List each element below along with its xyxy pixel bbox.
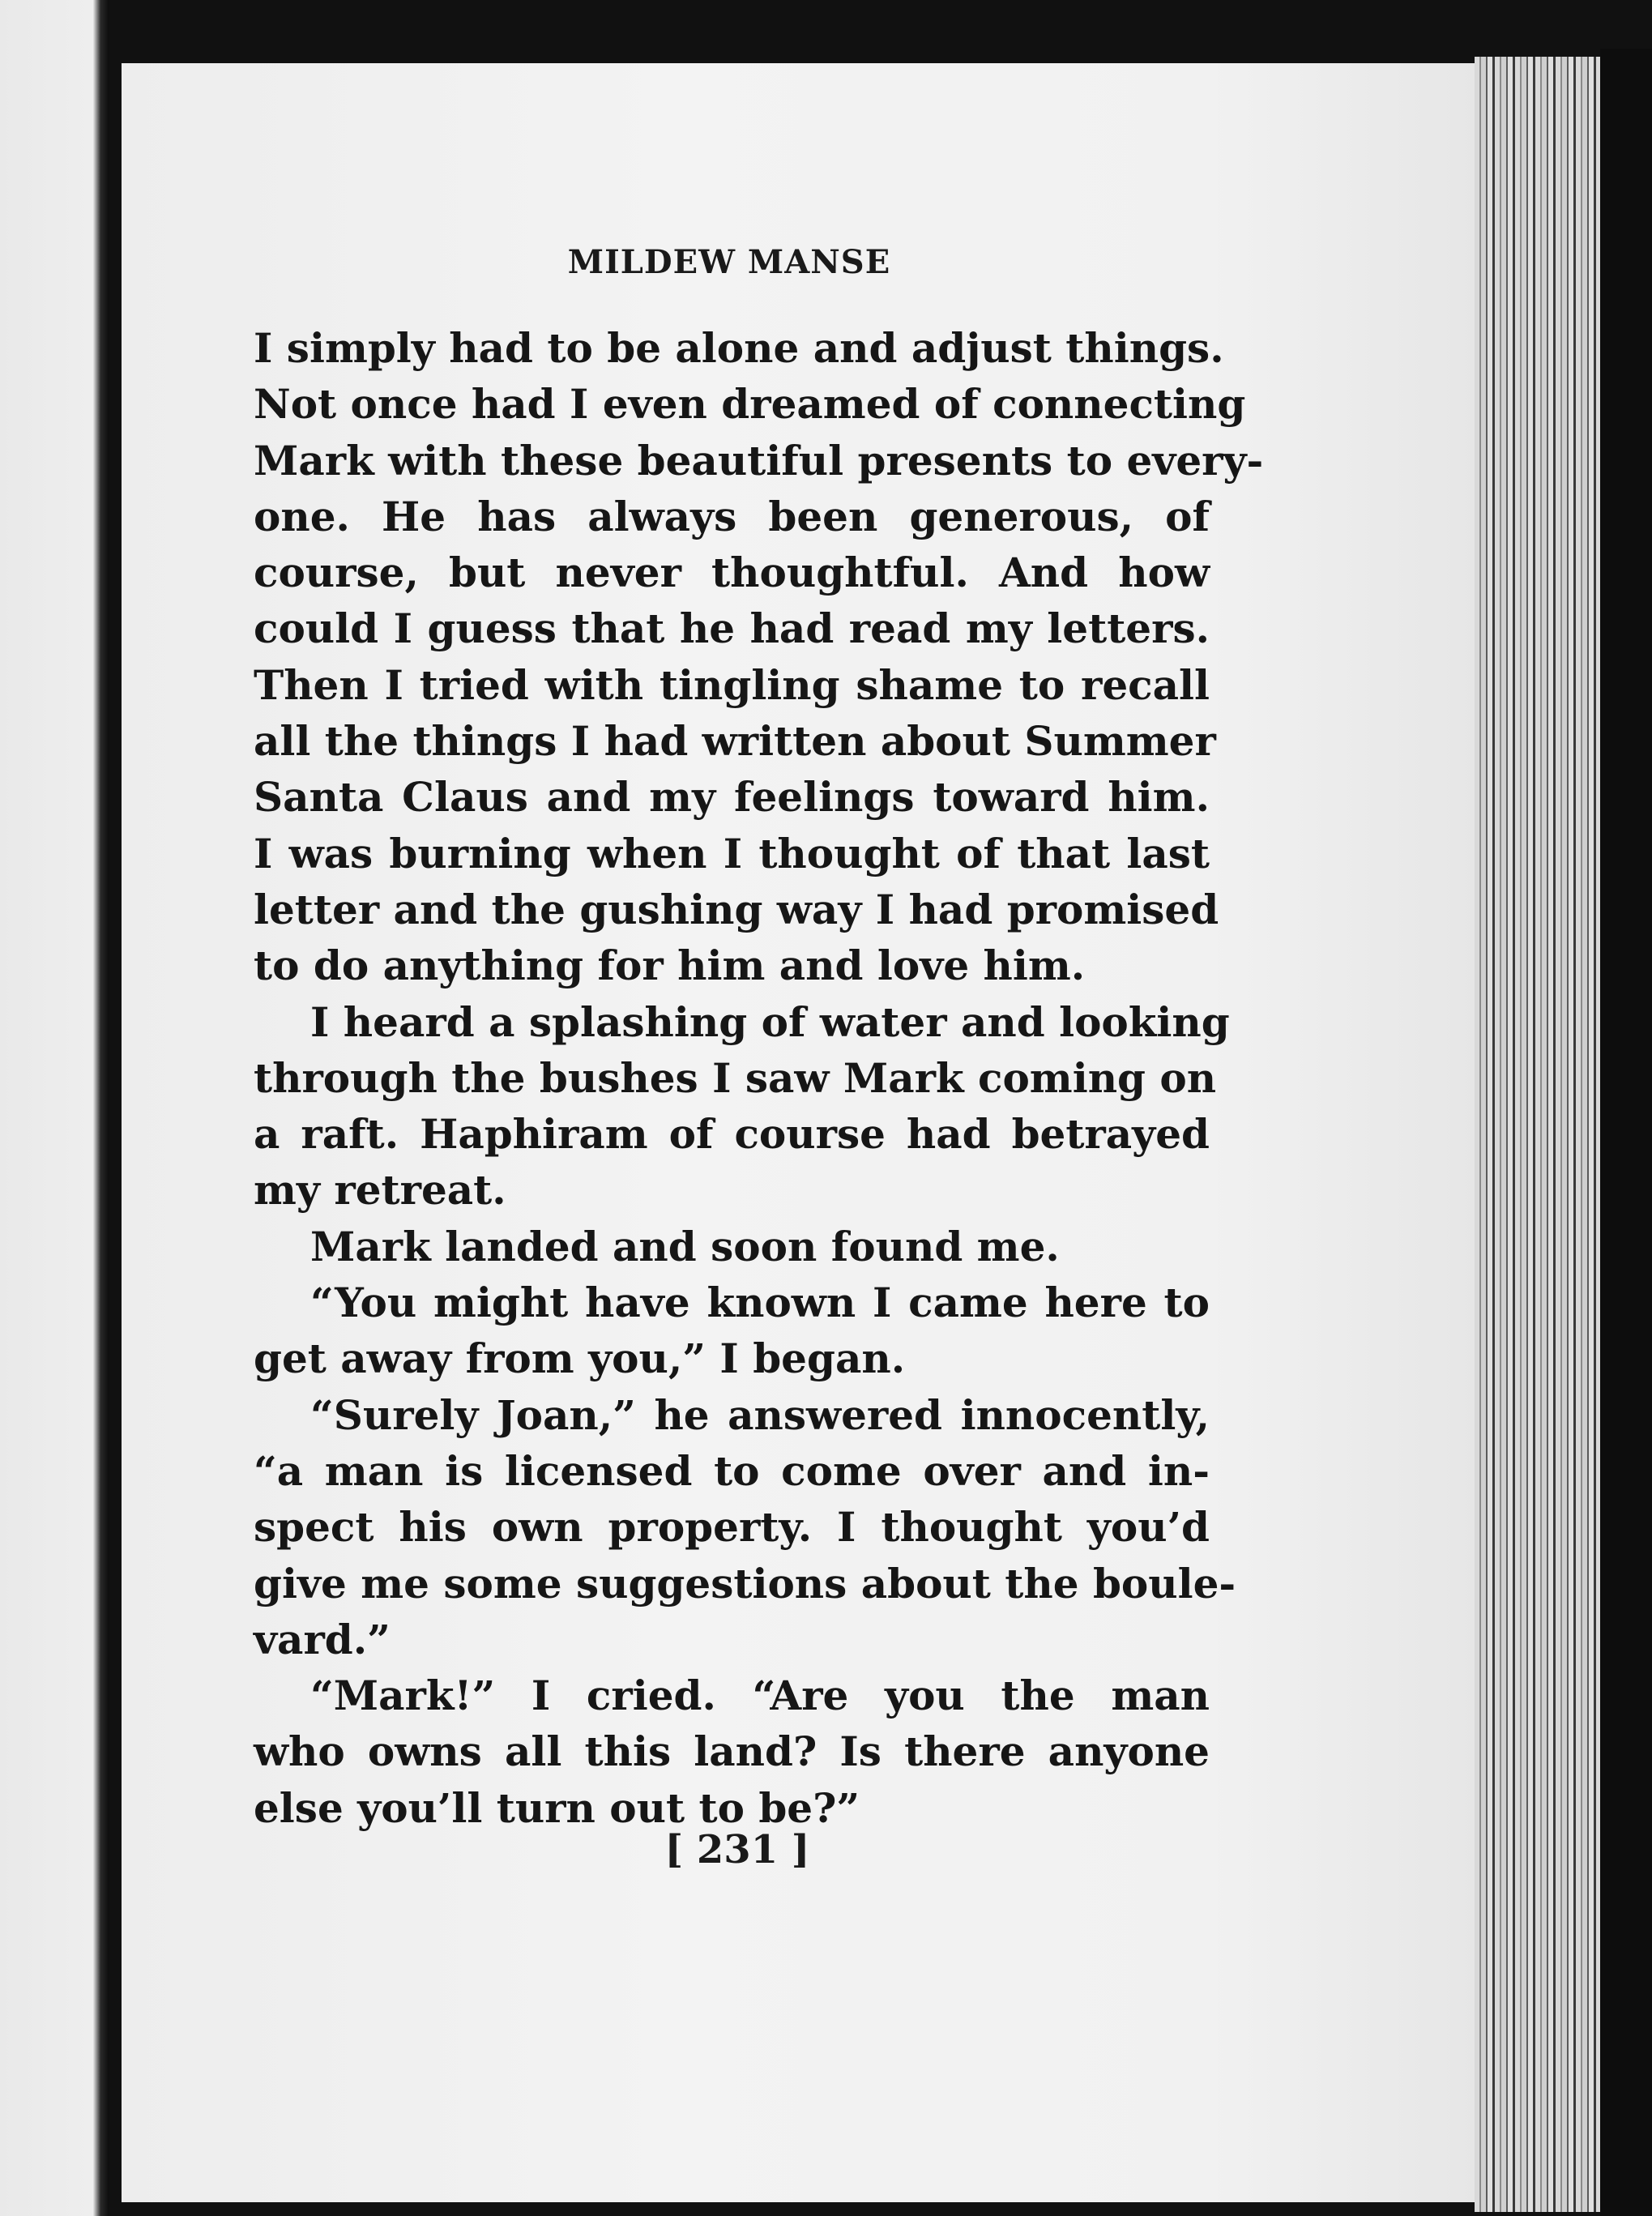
text-line: who owns all this land? Is there anyone bbox=[254, 1727, 1210, 1776]
text-line: one. He has always been generous, of bbox=[254, 492, 1210, 540]
page-number: [ 231 ] bbox=[664, 1827, 810, 1872]
text-line: all the things I had written about Summer bbox=[254, 717, 1216, 766]
text-line: I simply had to be alone and adjust things. bbox=[254, 324, 1224, 372]
text-line: vard.” bbox=[254, 1615, 391, 1663]
body-text bbox=[254, 320, 1264, 1836]
text-line: to do anything for him and love him. bbox=[254, 941, 1086, 990]
text-line: I heard a splashing of water and looking bbox=[310, 997, 1230, 1046]
text-line: course, but never thoughtful. And how bbox=[254, 549, 1210, 597]
running-head: MILDEW MANSE bbox=[567, 243, 891, 281]
text-line: a raft. Haphiram of course had betrayed bbox=[254, 1110, 1210, 1159]
facing-page-edge bbox=[0, 0, 109, 2216]
background-right bbox=[1600, 49, 1652, 2216]
text-line: Not once had I even dreamed of connecting bbox=[254, 380, 1246, 429]
text-line: “Surely Joan,” he answered innocently, bbox=[310, 1390, 1210, 1439]
text-line: Mark with these beautiful presents to every- bbox=[254, 436, 1264, 485]
text-line: Santa Claus and my feelings toward him. bbox=[254, 773, 1210, 822]
text-line: spect his own property. I thought you’d bbox=[254, 1503, 1210, 1552]
text-line: give me some suggestions about the boule- bbox=[254, 1559, 1236, 1608]
text-line: through the bushes I saw Mark coming on bbox=[254, 1053, 1217, 1102]
text-line: could I guess that he had read my letters. bbox=[254, 604, 1210, 653]
text-line: I was burning when I thought of that last bbox=[254, 829, 1210, 877]
text-line: Then I tried with tingling shame to recall bbox=[254, 660, 1210, 709]
text-line: else you’ll turn out to be?” bbox=[254, 1783, 860, 1832]
text-line: “You might have known I came here to bbox=[310, 1279, 1210, 1327]
text-line: “Mark!” I cried. “Are you the man bbox=[310, 1672, 1210, 1720]
text-line: “a man is licensed to come over and in- bbox=[254, 1446, 1210, 1495]
text-line: Mark landed and soon found me. bbox=[310, 1222, 1060, 1270]
page-edges bbox=[1475, 57, 1604, 2212]
text-line: my retreat. bbox=[254, 1166, 506, 1215]
text-line: get away from you,” I began. bbox=[254, 1334, 906, 1383]
text-line: letter and the gushing way I had promised bbox=[254, 885, 1219, 933]
